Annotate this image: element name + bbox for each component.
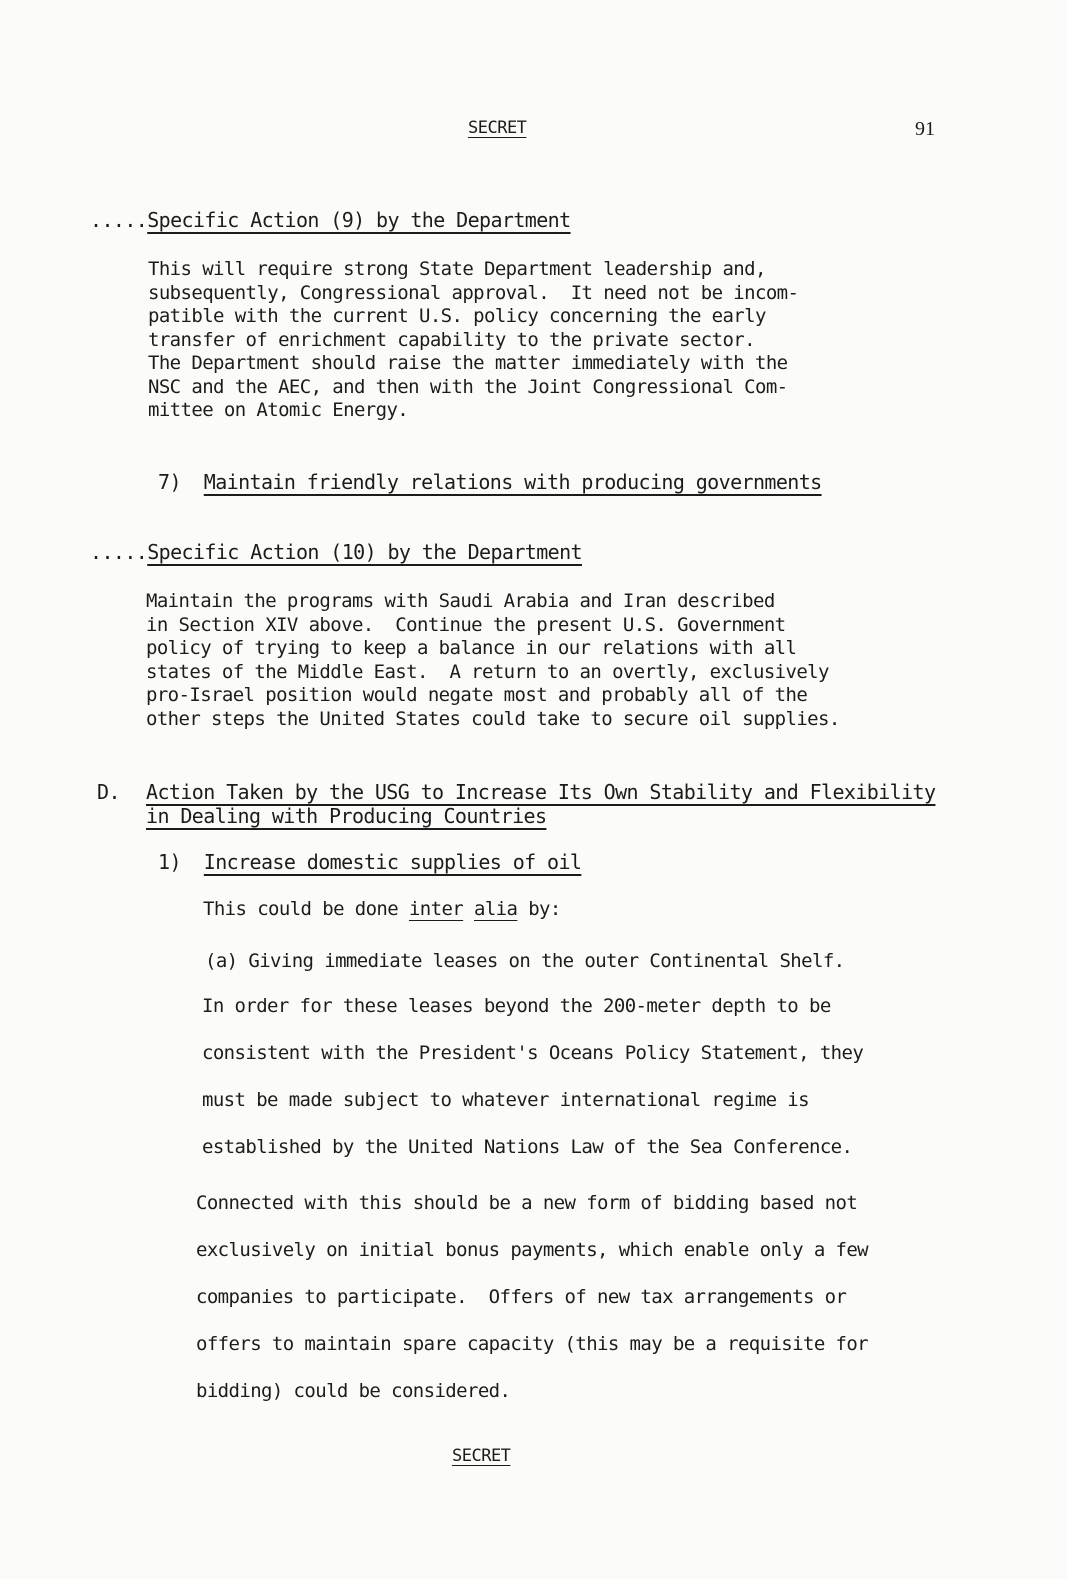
intro-text-end: by:	[517, 898, 561, 920]
intro-alia: alia	[474, 898, 518, 920]
action-9-heading	[90, 208, 571, 232]
item-1-heading	[158, 850, 581, 874]
section-d-letter: D.	[97, 780, 120, 804]
classification-footer: SECRET	[452, 1446, 511, 1466]
intro-text: This could be done	[203, 898, 409, 920]
item-1-number: 1)	[158, 850, 181, 874]
sub-item-a: (a) Giving immediate leases on the outer Continental Shelf.	[205, 950, 845, 972]
item-7-title: Maintain friendly relations with producing governments	[203, 470, 822, 494]
item-1-title: Increase domestic supplies of oil	[203, 850, 582, 874]
action-10-title: Specific Action (10) by the Department	[147, 540, 582, 564]
item-1-paragraph-1: In order for these leases beyond the 200-meter depth to be consistent with the President's Oceans Policy Statement, they must be made subject to whatever international regime is established by the United Nations Law of the Sea Conference.	[202, 995, 864, 1158]
page-number: 91	[915, 118, 935, 140]
section-d-title-line-2: in Dealing with Producing Countries	[146, 804, 547, 828]
action-10-paragraph: Maintain the programs with Saudi Arabia and Iran described in Section XIV above. Continue the present U.S. Government policy of trying to keep a balance in our relations with all states of the Middle East. A return to an overtly, exclusively pro-Israel position would negate most and probably all of the other steps the United States could take to secure oil supplies.	[146, 590, 840, 730]
action-9-title: Specific Action (9) by the Department	[147, 208, 571, 232]
item-1-paragraph-2: Connected with this should be a new form of bidding based not exclusively on initial bonus payments, which enable only a few companies to participate. Offers of new tax arrangements or offers to maintain spare capacity (this may be a requisite for bidding) could be considered.	[196, 1192, 869, 1402]
intro-inter: inter	[408, 898, 464, 920]
section-d-title-line-1: Action Taken by the USG to Increase Its Own Stability and Flexibility	[146, 780, 936, 804]
item-7-number: 7)	[158, 470, 181, 494]
item-7-heading	[158, 470, 822, 494]
action-9-paragraph: This will require strong State Department leadership and, subsequently, Congressional approval. It need not be incom- patible with the current U.S. policy concerning the early transfer of enrichment capability to the private sector. The Department should raise the matter immediately with the NSC and the AEC, and then with the Joint Congressional Com- mittee on Atomic Energy.	[148, 258, 799, 421]
item-1-intro	[203, 898, 561, 920]
classification-header: SECRET	[468, 118, 527, 138]
action-10-heading	[90, 540, 582, 564]
dot-leader: .....	[90, 208, 148, 232]
dot-leader: .....	[90, 540, 148, 564]
